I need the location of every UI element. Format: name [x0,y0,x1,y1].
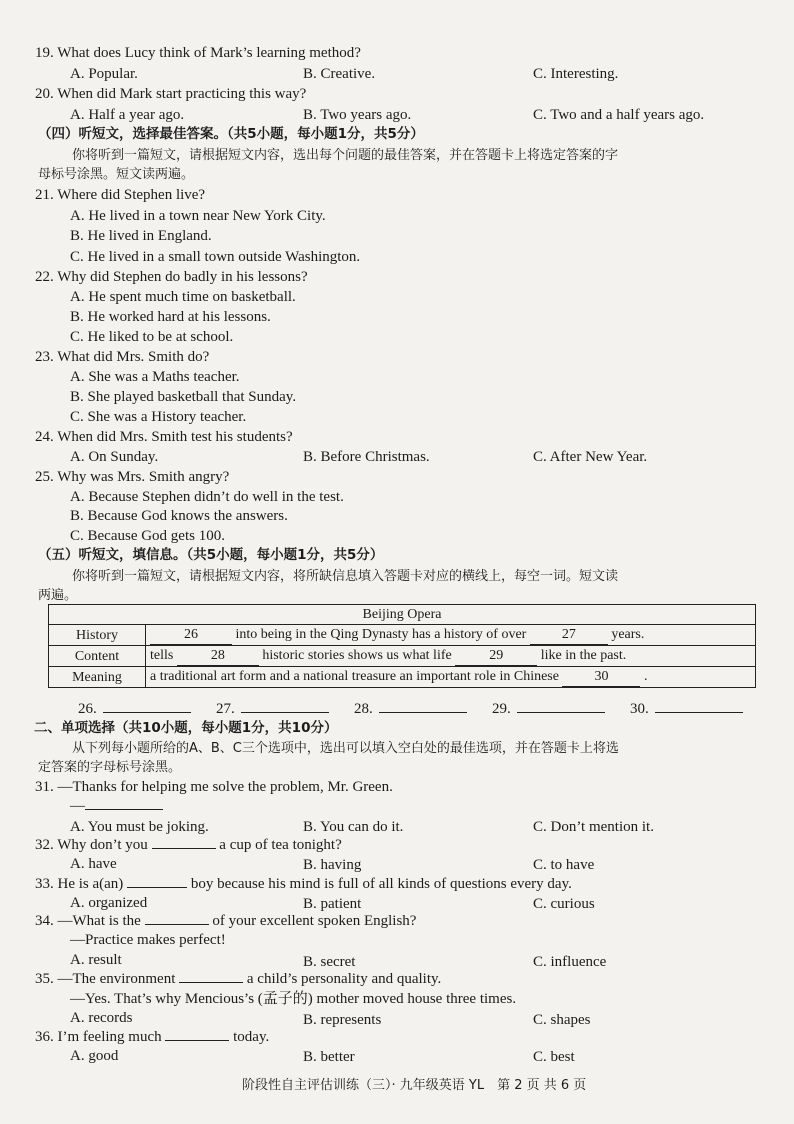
section-5-instruction-line1: 你将听到一篇短文，请根据短文内容，将所缺信息填入答题卡对应的横线上，每空一词。短文读 [72,569,619,584]
part-2-instruction-line1: 从下列每小题所给的A、B、C三个选项中，选出可以填入空白处的最佳选项，并在答题卡上将选 [72,741,619,756]
table-row-history [49,625,756,646]
option-23b: B. She played basketball that Sunday. [70,389,297,405]
question-31-reply: — [70,797,163,815]
table-row-meaning [49,667,756,688]
answer-26: 26. [78,700,191,718]
option-25a: A. Because Stephen didn’t do well in the test. [70,489,344,505]
option-23a: A. She was a Maths teacher. [70,369,240,385]
option-21c: C. He lived in a small town outside Washington. [70,249,361,265]
option-36a: A. good [70,1048,119,1064]
option-31b: B. You can do it. [303,819,404,835]
answer-29: 29. [492,700,605,718]
question-36: 36. I’m feeling much today. [35,1029,270,1045]
option-25c: C. Because God gets 100. [70,528,225,544]
option-36c: C. best [533,1049,575,1065]
question-25: 25. Why was Mrs. Smith angry? [35,469,230,485]
option-19b: B. Creative. [303,66,376,82]
question-22: 22. Why did Stephen do badly in his lessons? [35,269,308,285]
question-20: 20. When did Mark start practicing this way? [35,86,307,102]
option-20a: A. Half a year ago. [70,107,185,123]
option-32b: B. having [303,857,362,873]
blank-28: 28 [177,646,259,666]
option-34c: C. influence [533,954,607,970]
section-5-title: （五）听短文，填信息。（共5小题，每小题1分，共5分） [38,547,384,563]
section-4-instruction-line2: 母标号涂黑。短文读两遍。 [38,167,195,182]
option-35c: C. shapes [533,1012,591,1028]
blank-30: 30 [562,667,640,687]
beijing-opera-table [48,604,756,688]
option-33b: B. patient [303,896,362,912]
answer-28: 28. [354,700,467,718]
row-content-content: tells 28 historic stories shows us what life 29 like in the past. [146,646,756,667]
option-21a: A. He lived in a town near New York City. [70,208,326,224]
option-33c: C. curious [533,896,595,912]
blank-29: 29 [455,646,537,666]
section-4-instruction-line1: 你将听到一篇短文，请根据短文内容，选出每个问题的最佳答案，并在答题卡上将选定答案的字 [72,148,619,163]
answer-30: 30. [630,700,743,718]
table-row-content [49,646,756,667]
option-24b: B. Before Christmas. [303,449,430,465]
part-2-title: 二、单项选择（共10小题，每小题1分，共10分） [34,720,338,736]
question-21: 21. Where did Stephen live? [35,187,206,203]
option-35a: A. records [70,1010,133,1026]
option-36b: B. better [303,1049,355,1065]
question-23: 23. What did Mrs. Smith do? [35,349,210,365]
option-31a: A. You must be joking. [70,819,209,835]
option-21b: B. He lived in England. [70,228,212,244]
option-22b: B. He worked hard at his lessons. [70,309,271,325]
blank-26: 26 [150,625,232,645]
option-24a: A. On Sunday. [70,449,159,465]
option-24c: C. After New Year. [533,449,648,465]
section-4-title: （四）听短文，选择最佳答案。（共5小题，每小题1分，共5分） [38,126,424,142]
section-5-instruction-line2: 两遍。 [38,588,78,603]
question-33: 33. He is a(an) boy because his mind is full of all kinds of questions every day. [35,876,572,892]
row-content-meaning: a traditional art form and a national treasure an important role in Chinese 30 . [146,667,756,688]
table-title: Beijing Opera [49,605,756,625]
question-35-reply: —Yes. That’s why Mencious’s (孟子的) mother moved house three times. [70,991,517,1007]
option-22c: C. He liked to be at school. [70,329,234,345]
option-35b: B. represents [303,1012,382,1028]
row-label-meaning: Meaning [49,667,146,688]
row-label-content: Content [49,646,146,667]
question-32: 32. Why don’t you a cup of tea tonight? [35,837,342,853]
question-19: 19. What does Lucy think of Mark’s learning method? [35,45,361,61]
page-footer: 阶段性自主评估训练（三）· 九年级英语 YL 第 2 页 共 6 页 [242,1078,587,1093]
option-32a: A. have [70,856,117,872]
question-24: 24. When did Mrs. Smith test his students? [35,429,293,445]
question-34: 34. —What is the of your excellent spoken English? [35,913,417,929]
option-19a: A. Popular. [70,66,138,82]
answer-27: 27. [216,700,329,718]
option-34b: B. secret [303,954,356,970]
option-20c: C. Two and a half years ago. [533,107,705,123]
question-31: 31. —Thanks for helping me solve the problem, Mr. Green. [35,779,393,795]
option-20b: B. Two years ago. [303,107,412,123]
option-31c: C. Don’t mention it. [533,819,654,835]
question-34-reply: —Practice makes perfect! [70,932,226,948]
option-32c: C. to have [533,857,595,873]
option-34a: A. result [70,952,122,968]
option-25b: B. Because God knows the answers. [70,508,288,524]
row-label-history: History [49,625,146,646]
option-22a: A. He spent much time on basketball. [70,289,296,305]
option-23c: C. She was a History teacher. [70,409,247,425]
option-19c: C. Interesting. [533,66,619,82]
option-33a: A. organized [70,895,148,911]
part-2-instruction-line2: 定答案的字母标号涂黑。 [38,760,182,775]
blank-27: 27 [530,625,608,645]
question-35: 35. —The environment a child’s personality and quality. [35,971,442,987]
row-content-history: 26 into being in the Qing Dynasty has a history of over 27 years. [146,625,756,646]
